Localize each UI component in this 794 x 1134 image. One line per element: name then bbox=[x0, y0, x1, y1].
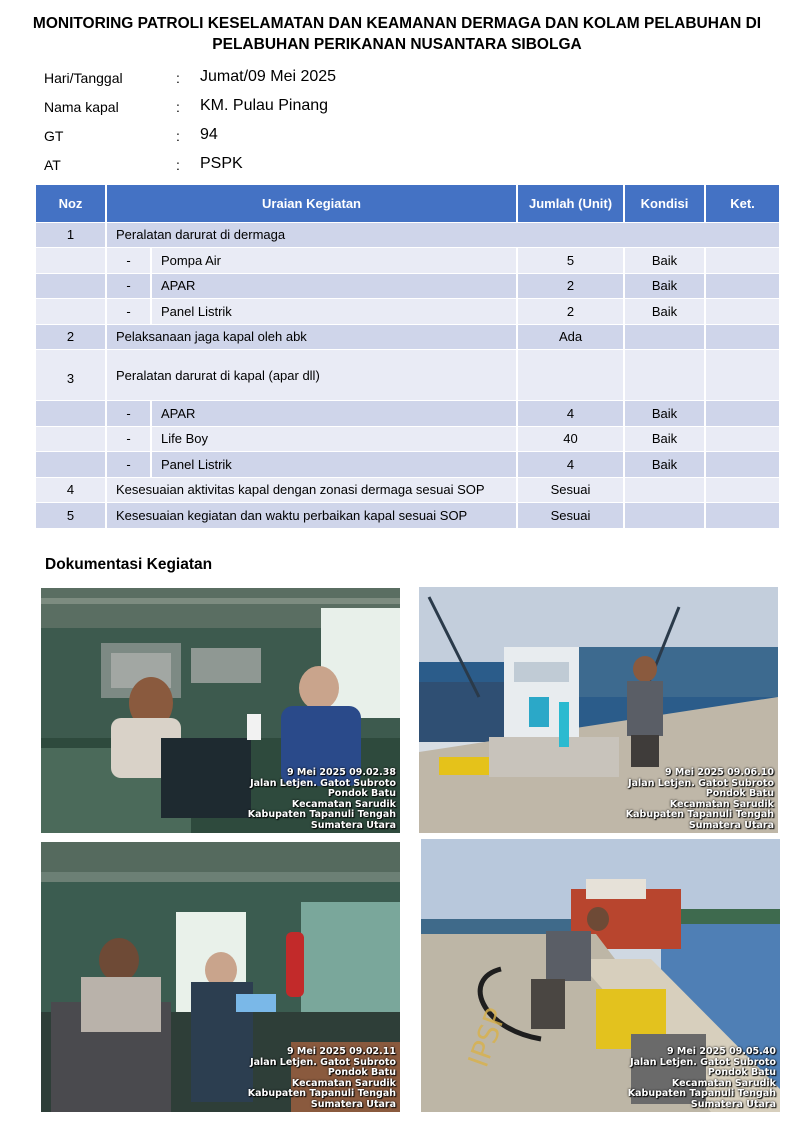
row-condition: Baik bbox=[624, 401, 705, 427]
table-row bbox=[36, 222, 780, 248]
header-quantity: Jumlah (Unit) bbox=[517, 185, 624, 222]
table-header-row bbox=[36, 185, 780, 222]
row-item: APAR bbox=[151, 401, 517, 427]
table-row bbox=[36, 299, 780, 325]
table-row bbox=[36, 452, 780, 478]
photo-timestamp: 9 Mei 2025 09.05.40 Jalan Letjen. Gatot Subroto Pondok Batu Kecamatan Sarudik Kabupaten Tapanuli Tengah Sumatera Utara bbox=[627, 1046, 776, 1110]
photo-dock-panel bbox=[419, 587, 778, 833]
info-colon: : bbox=[176, 128, 180, 144]
row-item: Kesesuaian kegiatan dan waktu perbaikan kapal sesuai SOP bbox=[106, 503, 517, 529]
header-no: Noz bbox=[36, 185, 106, 222]
row-quantity: 4 bbox=[517, 401, 624, 427]
info-colon: : bbox=[176, 99, 180, 115]
photo-timestamp: 9 Mei 2025 09.06.10 Jalan Letjen. Gatot Subroto Pondok Batu Kecamatan Sarudik Kabupaten Tapanuli Tengah Sumatera Utara bbox=[625, 767, 774, 831]
row-item: APAR bbox=[151, 273, 517, 299]
row-no: 4 bbox=[36, 477, 106, 503]
photo-pier bbox=[421, 839, 780, 1112]
row-quantity: 5 bbox=[517, 248, 624, 274]
table-row bbox=[36, 401, 780, 427]
row-item: Life Boy bbox=[151, 426, 517, 452]
row-no: 5 bbox=[36, 503, 106, 529]
info-value: Jumat/09 Mei 2025 bbox=[200, 68, 337, 85]
table-row bbox=[36, 248, 780, 274]
row-dash: - bbox=[106, 452, 151, 478]
svg-text:IPSP: IPSP bbox=[461, 1003, 514, 1072]
info-label: AT bbox=[44, 157, 61, 173]
row-no: 3 bbox=[36, 350, 106, 401]
info-label: GT bbox=[44, 128, 64, 144]
info-value: PSPK bbox=[200, 155, 243, 172]
info-value: 94 bbox=[200, 126, 218, 143]
row-no: 1 bbox=[36, 222, 106, 248]
row-quantity: 40 bbox=[517, 426, 624, 452]
header-description: Uraian Kegiatan bbox=[106, 185, 517, 222]
row-dash: - bbox=[106, 299, 151, 325]
row-condition: Baik bbox=[624, 426, 705, 452]
row-item: Peralatan darurat di kapal (apar dll) bbox=[106, 350, 517, 401]
row-item: Pelaksanaan jaga kapal oleh abk bbox=[106, 324, 517, 350]
row-item: Pompa Air bbox=[151, 248, 517, 274]
row-quantity: Sesuai bbox=[517, 477, 624, 503]
row-quantity: Sesuai bbox=[517, 503, 624, 529]
photo-timestamp: 9 Mei 2025 09.02.38 Jalan Letjen. Gatot Subroto Pondok Batu Kecamatan Sarudik Kabupaten Tapanuli Tengah Sumatera Utara bbox=[247, 767, 396, 831]
header-condition: Kondisi bbox=[624, 185, 705, 222]
table-row bbox=[36, 503, 780, 529]
row-item: Panel Listrik bbox=[151, 452, 517, 478]
table-row bbox=[36, 273, 780, 299]
activity-table bbox=[36, 185, 781, 528]
row-quantity: 2 bbox=[517, 273, 624, 299]
row-condition: Baik bbox=[624, 452, 705, 478]
info-label: Nama kapal bbox=[44, 99, 119, 115]
info-colon: : bbox=[176, 70, 180, 86]
info-value: KM. Pulau Pinang bbox=[200, 97, 329, 114]
table-row bbox=[36, 324, 780, 350]
row-item: Kesesuaian aktivitas kapal dengan zonasi dermaga sesuai SOP bbox=[106, 477, 517, 503]
row-no: 2 bbox=[36, 324, 106, 350]
row-condition: Baik bbox=[624, 248, 705, 274]
row-item: Peralatan darurat di dermaga bbox=[106, 222, 780, 248]
row-quantity: Ada bbox=[517, 324, 624, 350]
row-dash: - bbox=[106, 273, 151, 299]
row-quantity: 2 bbox=[517, 299, 624, 325]
photo-engine-room-2 bbox=[41, 842, 400, 1112]
documentation-heading: Dokumentasi Kegiatan bbox=[45, 556, 213, 573]
header-notes: Ket. bbox=[705, 185, 780, 222]
table-row bbox=[36, 477, 780, 503]
row-item: Panel Listrik bbox=[151, 299, 517, 325]
row-dash: - bbox=[106, 401, 151, 427]
info-label: Hari/Tanggal bbox=[44, 70, 123, 86]
row-dash: - bbox=[106, 248, 151, 274]
table-row bbox=[36, 426, 780, 452]
photo-timestamp: 9 Mei 2025 09.02.11 Jalan Letjen. Gatot Subroto Pondok Batu Kecamatan Sarudik Kabupaten Tapanuli Tengah Sumatera Utara bbox=[247, 1046, 396, 1110]
row-quantity: 4 bbox=[517, 452, 624, 478]
info-colon: : bbox=[176, 157, 180, 173]
row-condition: Baik bbox=[624, 299, 705, 325]
photo-engine-room-1 bbox=[41, 588, 400, 833]
row-dash: - bbox=[106, 426, 151, 452]
row-condition: Baik bbox=[624, 273, 705, 299]
table-row bbox=[36, 350, 780, 401]
page-title: MONITORING PATROLI KESELAMATAN DAN KEAMANAN DERMAGA DAN KOLAM PELABUHAN DI PELABUHAN PERIKANAN NUSANTARA SIBOLGA bbox=[32, 15, 762, 53]
